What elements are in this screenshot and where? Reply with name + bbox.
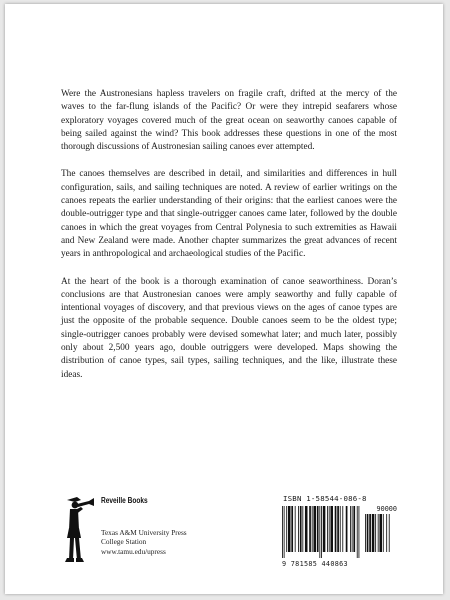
barcode-bar (291, 506, 293, 552)
barcode-bar (298, 506, 299, 552)
barcode-bar (369, 514, 371, 552)
cover-footer (61, 492, 397, 572)
barcode-bar (372, 514, 375, 552)
publisher-website: www.tamu.edu/upress (101, 546, 166, 556)
barcode-bar (367, 514, 369, 552)
ean-barcode (282, 506, 362, 560)
barcode-bar (389, 514, 390, 552)
barcode-digits: 9 781585 440863 (282, 560, 348, 568)
barcode-bar (321, 506, 322, 558)
barcode-bar (323, 506, 326, 552)
publisher-name: Texas A&M University Press (101, 528, 187, 537)
barcode-bar (288, 506, 291, 552)
publisher-location: College Station (101, 537, 147, 547)
barcode-bar (327, 506, 328, 552)
barcode-bar (295, 506, 296, 552)
barcode-bar (313, 506, 316, 552)
barcode-bar (342, 506, 343, 552)
barcode-bar (284, 506, 285, 558)
publisher-info (101, 528, 187, 556)
barcode-bar (350, 506, 351, 552)
isbn-barcode-block (279, 494, 399, 572)
barcode-bar (378, 514, 379, 552)
barcode-bar (300, 506, 302, 552)
isbn-number: ISBN 1-58544-086-8 (283, 494, 367, 503)
barcode-bar (337, 506, 339, 552)
bugler-silhouette-icon (61, 494, 105, 570)
barcode-bar (319, 506, 320, 558)
barcode-bar (353, 506, 355, 552)
barcode-bar (335, 506, 337, 552)
barcode-bar (352, 506, 353, 552)
barcode-bar (330, 506, 333, 552)
barcode-bar (282, 506, 283, 558)
barcode-bar (329, 506, 330, 552)
blurb-paragraph-2: The canoes themselves are described in detail, and similarities and differences in hull configuration, sails, and sailing techniques are noted. A review of earlier writings on the canoes repeats the earlier understanding of their origins: that the earliest canoes were the double-outrigger type and that single-outrigger canoes came later, followed by the double canoes in which the great voyages from Central Polynesia to such extremities as Hawaii and New Zealand were made. Another chapter summarizes the great advances of recent years in anthropological and archaeological studies of the Pacific. (61, 169, 397, 260)
barcode-bar (340, 506, 341, 552)
barcode-bar (365, 514, 366, 552)
barcode-bar (302, 506, 303, 552)
barcode-bar (286, 506, 287, 552)
barcode-bar (357, 506, 358, 558)
price-addon-barcode (365, 514, 395, 558)
price-code: 90000 (376, 505, 397, 513)
barcode-bar (359, 506, 360, 558)
back-cover (5, 4, 443, 594)
barcode-bar (346, 506, 348, 552)
blurb-paragraph-3: At the heart of the book is a thorough examination of canoe seaworthiness. Doran’s conclusions are that Austronesian canoes were amply seaworthy and fully capable of intentional voyages of discovery, and that previous views on the ages of canoe types are just the opposite of the probable sequence. Double canoes seem to be the oldest type; single-outrigger canoes probably were devised somewhat later; and much later, possibly only about 2,500 years ago, double outriggers were developed. Maps showing the distribution of canoe types, sail types, sailing techniques, and the like, illustrate these ideas. (61, 276, 397, 380)
barcode-bar (379, 514, 382, 552)
blurb-paragraph-1: Were the Austronesians hapless travelers on fragile craft, drifted at the mercy of the waves to the far-flung islands of the Pacific? Or were they intrepid seafarers whose exploratory voyages covered much of the great ocean on seaworthy canoes capable of being sailed against the wind? This book addresses these questions in one of the most thorough discussions of Austronesian sailing canoes ever attempted. (61, 89, 397, 153)
barcode-bar (309, 506, 311, 552)
barcode-bar (375, 514, 376, 552)
imprint-name: Reveille Books (101, 496, 148, 505)
barcode-bar (317, 506, 319, 552)
barcode-bar (305, 506, 308, 552)
barcode-bar (383, 514, 384, 552)
blurb-text (61, 88, 397, 396)
barcode-bar (312, 506, 313, 552)
barcode-bar (386, 514, 387, 552)
